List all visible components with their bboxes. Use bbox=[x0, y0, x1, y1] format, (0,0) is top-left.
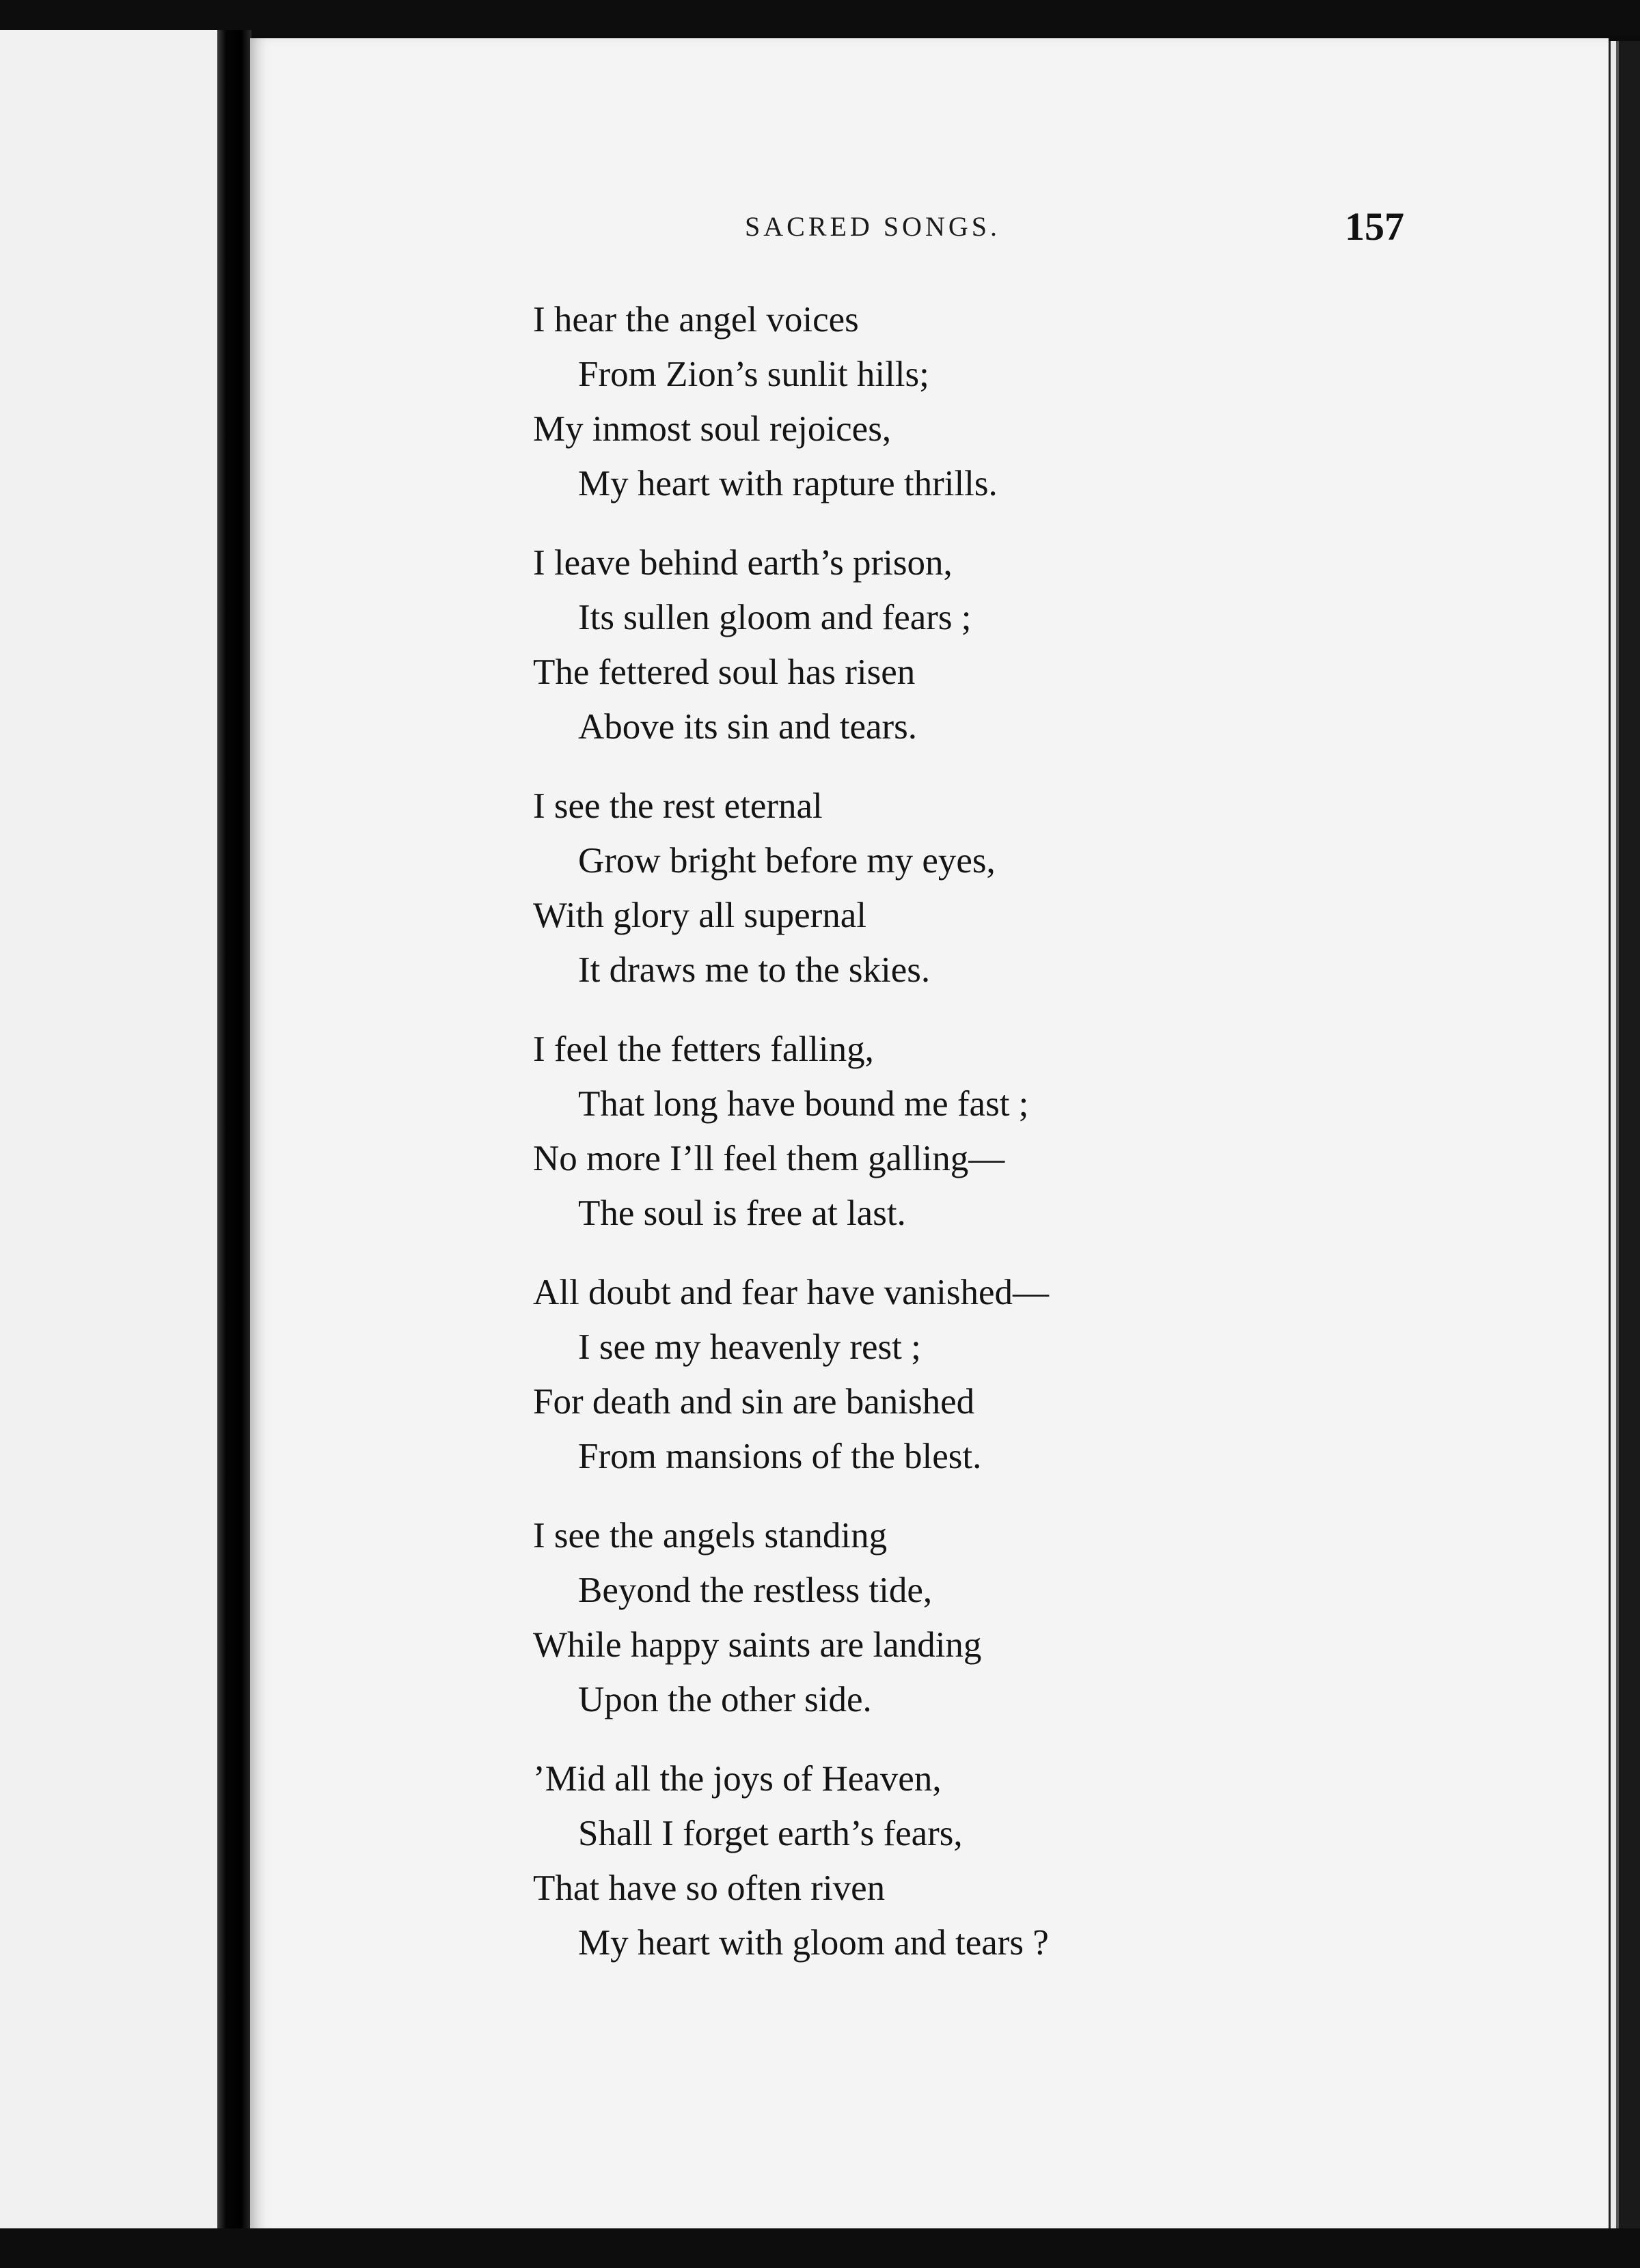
poem bbox=[533, 292, 1353, 1995]
stanza bbox=[533, 1022, 1353, 1241]
stanza bbox=[533, 1265, 1353, 1484]
stanza bbox=[533, 536, 1353, 754]
poem-line: All doubt and fear have vanished— bbox=[533, 1273, 1050, 1312]
poem-line: I see the rest eternal bbox=[533, 786, 823, 826]
book-spine bbox=[217, 30, 251, 2231]
scan-border-bottom bbox=[0, 2228, 1640, 2268]
stanza bbox=[533, 779, 1353, 997]
poem-line: From mansions of the blest. bbox=[578, 1437, 982, 1476]
page-edge bbox=[1609, 41, 1616, 2231]
poem-line: My inmost soul rejoices, bbox=[533, 409, 892, 449]
poem-line: I hear the angel voices bbox=[533, 300, 859, 340]
scan-border-right bbox=[1616, 41, 1640, 2231]
poem-line: Its sullen gloom and fears ; bbox=[578, 598, 972, 637]
poem-line: Upon the other side. bbox=[578, 1680, 872, 1719]
poem-line: The soul is free at last. bbox=[578, 1193, 906, 1233]
poem-line: Shall I forget earth’s fears, bbox=[578, 1814, 963, 1853]
running-head: SACRED SONGS. bbox=[745, 211, 1000, 242]
poem-line: The fettered soul has risen bbox=[533, 652, 916, 692]
stanza bbox=[533, 1508, 1353, 1727]
poem-line: From Zion’s sunlit hills; bbox=[578, 355, 929, 394]
poem-line: It draws me to the skies. bbox=[578, 950, 931, 990]
poem-line: With glory all supernal bbox=[533, 896, 866, 935]
page-number: 157 bbox=[1345, 204, 1404, 249]
poem-line: That long have bound me fast ; bbox=[578, 1084, 1029, 1124]
poem-line: While happy saints are landing bbox=[533, 1625, 982, 1665]
poem-line: I feel the fetters falling, bbox=[533, 1029, 874, 1069]
poem-line: Grow bright before my eyes, bbox=[578, 841, 996, 881]
stanza bbox=[533, 1752, 1353, 1970]
poem-line: For death and sin are banished bbox=[533, 1382, 975, 1422]
poem-line: My heart with gloom and tears ? bbox=[578, 1923, 1049, 1963]
left-page bbox=[0, 30, 220, 2231]
poem-line: Above its sin and tears. bbox=[578, 707, 918, 747]
poem-line: I leave behind earth’s prison, bbox=[533, 543, 953, 583]
poem-line: ’Mid all the joys of Heaven, bbox=[533, 1759, 942, 1799]
poem-line: I see the angels standing bbox=[533, 1516, 888, 1555]
poem-line: I see my heavenly rest ; bbox=[578, 1327, 921, 1367]
poem-line: My heart with rapture thrills. bbox=[578, 464, 998, 503]
stanza bbox=[533, 292, 1353, 511]
poem-line: That have so often riven bbox=[533, 1868, 886, 1908]
poem-line: No more I’ll feel them galling— bbox=[533, 1139, 1005, 1178]
poem-line: Beyond the restless tide, bbox=[578, 1571, 933, 1610]
